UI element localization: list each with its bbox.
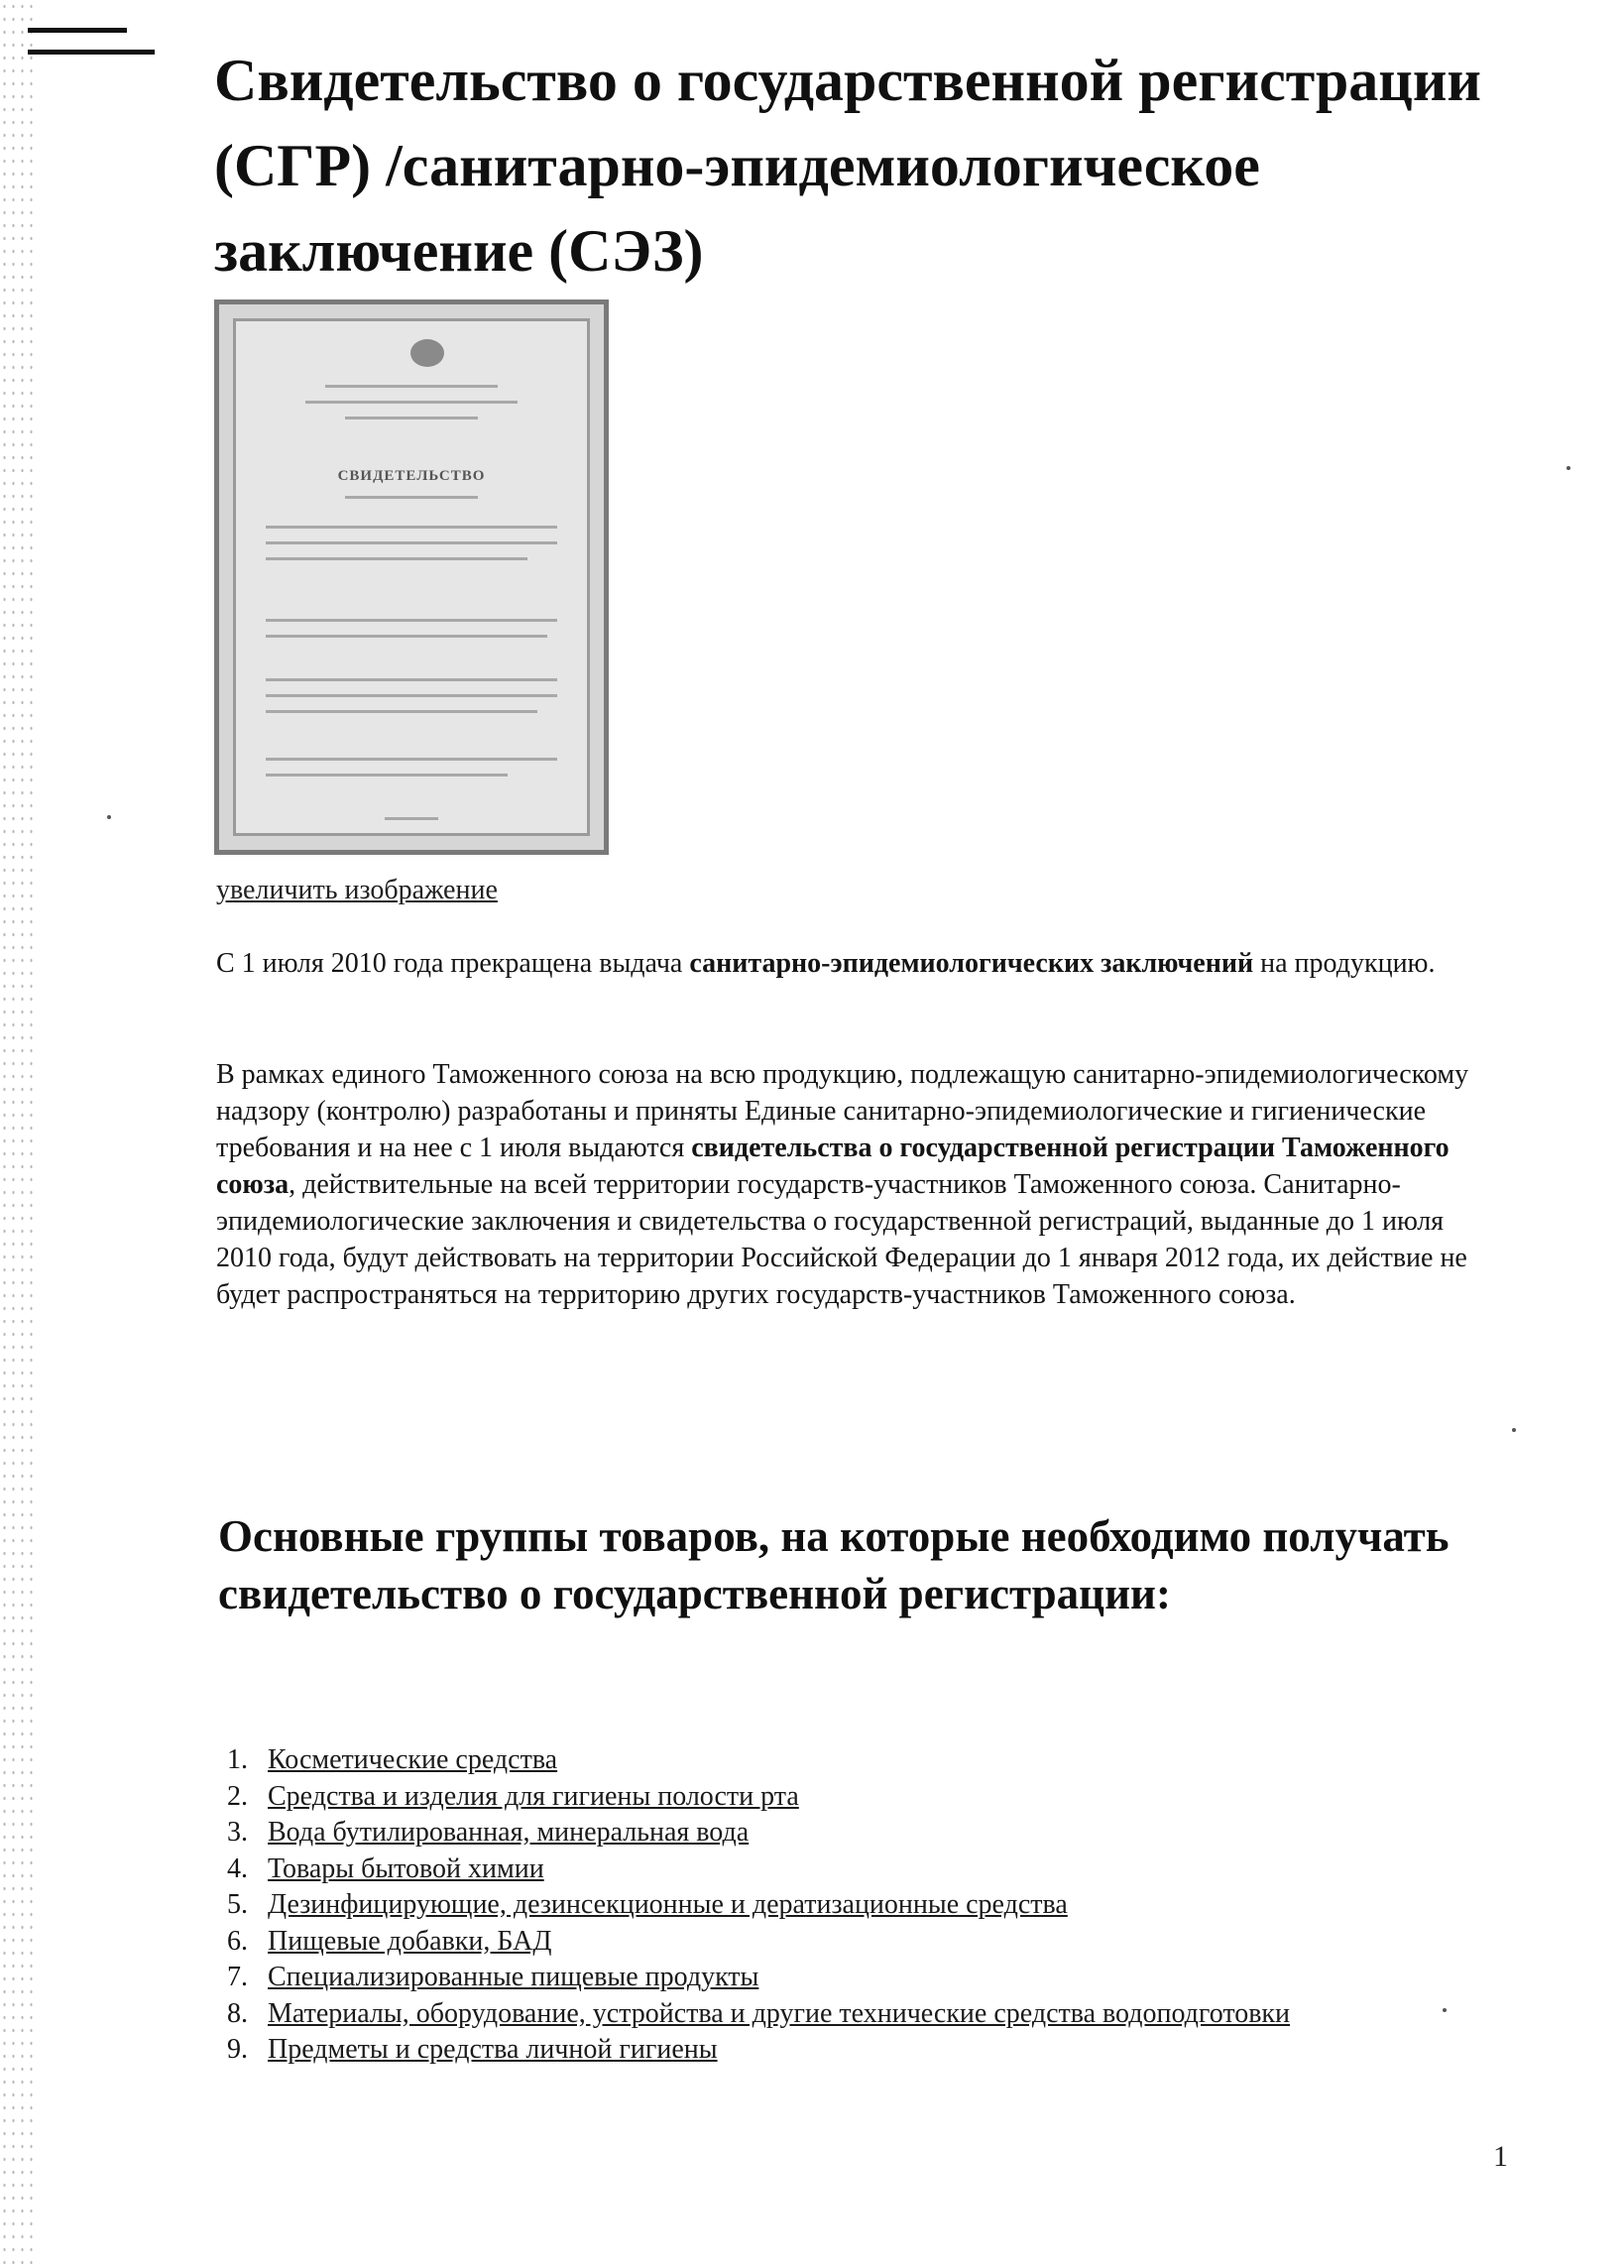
scan-speck — [1512, 1428, 1516, 1432]
paragraph-notice: С 1 июля 2010 года прекращена выдача санитарно-эпидемиологических заключений на продукцию. — [216, 948, 1436, 979]
list-item: 1. Косметические средства — [208, 1742, 1428, 1779]
group-link[interactable]: Дезинфицирующие, дезинсекционные и дератизационные средства — [268, 1889, 1068, 1920]
list-item: 7. Специализированные пищевые продукты — [208, 1960, 1428, 1996]
page-title: Свидетельство о государственной регистрации (СГР) /санитарно-эпидемиологическое заключение (СЭЗ) — [214, 48, 1481, 284]
group-link[interactable]: Пищевые добавки, БАД — [268, 1925, 552, 1957]
group-link[interactable]: Средства и изделия для гигиены полости рта — [268, 1780, 799, 1812]
list-item: 5. Дезинфицирующие, дезинсекционные и дератизационные средства — [208, 1887, 1428, 1924]
list-item: 4. Товары бытовой химии — [208, 1851, 1428, 1888]
group-link[interactable]: Предметы и средства личной гигиены — [268, 2034, 718, 2065]
page-number: 1 — [1493, 2140, 1508, 2173]
scan-mark — [28, 50, 155, 55]
group-link[interactable]: Вода бутилированная, минеральная вода — [268, 1817, 750, 1848]
emblem-icon — [410, 339, 444, 367]
list-item: 8. Материалы, оборудование, устройства и другие технические средства водоподготовки — [208, 1996, 1428, 2033]
certificate-image[interactable] — [214, 299, 609, 855]
list-item: 6. Пищевые добавки, БАД — [208, 1924, 1428, 1961]
scan-margin-noise — [0, 0, 36, 2268]
paragraph-customs-union: В рамках единого Таможенного союза на всю продукцию, подлежащую санитарно-эпидемиологическому надзору (контролю) разработаны и приняты Единые санитарно-эпидемиологические и гигиенические требования и на нее с 1 июля выдаются свидетельства о государственной регистрации Таможенного союза, действительные на всей территории государств-участников Таможенного союза. Санитарно-эпидемиологические заключения и свидетельства о государственной регистраций, выданные до 1 июля 2010 года, будут действовать на территории Российской Федерации до 1 января 2012 года, их действие не будет распространяться на территорию других государств-участников Таможенного союза. — [216, 1059, 1469, 1310]
list-item: 2. Средства и изделия для гигиены полости рта — [208, 1779, 1428, 1816]
enlarge-image-link[interactable]: увеличить изображение — [216, 875, 498, 905]
list-item: 3. Вода бутилированная, минеральная вода — [208, 1815, 1428, 1851]
certificate-heading: СВИДЕТЕЛЬСТВО — [337, 468, 486, 484]
section-title: Основные группы товаров, на которые необходимо получать свидетельство о государственной регистрации: — [218, 1511, 1450, 1618]
scan-speck — [1443, 2008, 1447, 2012]
group-link[interactable]: Косметические средства — [268, 1744, 558, 1775]
certificate-frame — [233, 318, 590, 836]
scan-mark — [28, 28, 127, 33]
group-link[interactable]: Материалы, оборудование, устройства и другие технические средства водоподготовки — [268, 1997, 1291, 2029]
group-link[interactable]: Товары бытовой химии — [268, 1852, 544, 1884]
product-groups-list — [208, 1742, 1428, 2069]
scan-speck — [107, 815, 111, 819]
scan-speck — [1566, 466, 1570, 470]
group-link[interactable]: Специализированные пищевые продукты — [268, 1962, 759, 1992]
list-item: 9. Предметы и средства личной гигиены — [208, 2032, 1428, 2069]
